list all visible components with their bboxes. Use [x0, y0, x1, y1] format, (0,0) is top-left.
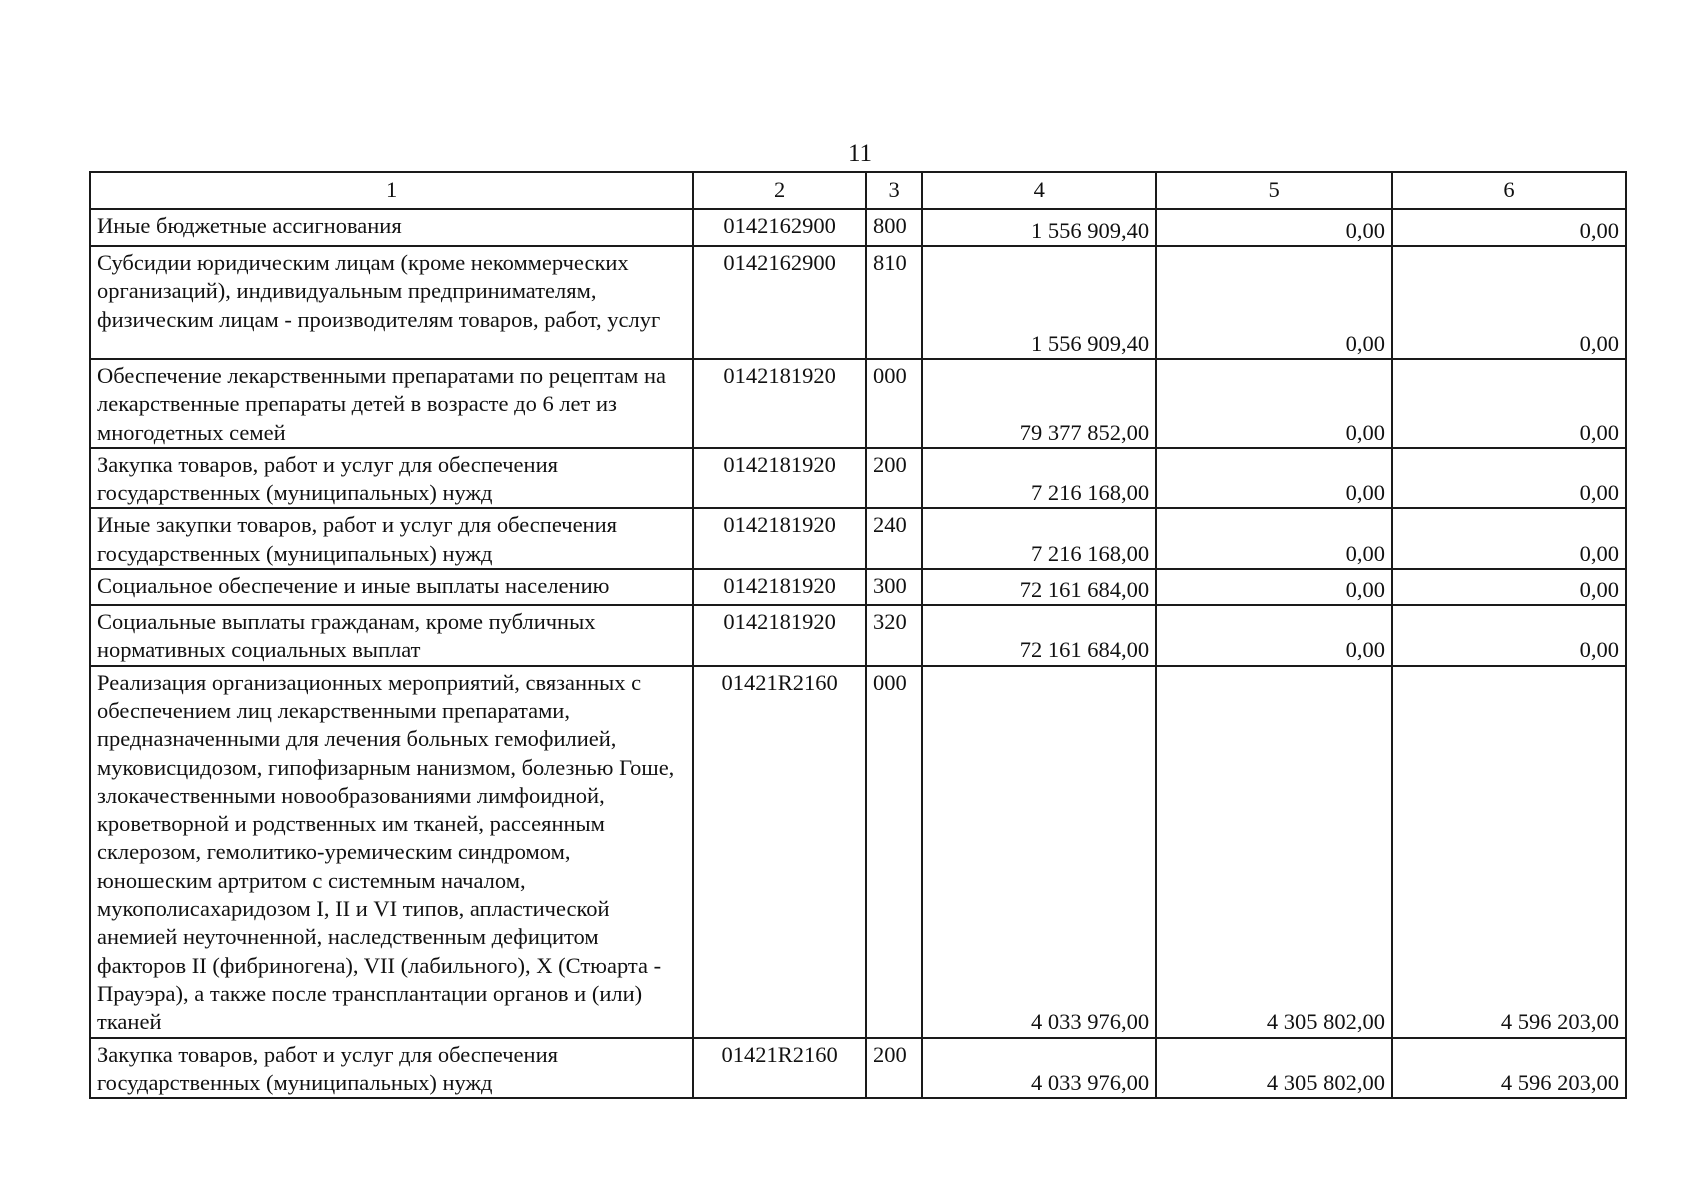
row-amount-4: 79 377 852,00 — [922, 359, 1156, 448]
budget-table — [89, 171, 1627, 1099]
row-expense-type: 200 — [866, 448, 922, 509]
table-row — [90, 246, 1626, 359]
row-expense-type: 240 — [866, 508, 922, 569]
row-amount-5: 0,00 — [1156, 605, 1392, 666]
row-name: Иные закупки товаров, работ и услуг для обеспечения государственных (муниципальных) нужд — [90, 508, 693, 569]
row-code: 0142181920 — [693, 605, 866, 666]
column-header: 4 — [922, 172, 1156, 209]
row-name: Иные бюджетные ассигнования — [90, 209, 693, 246]
row-expense-type: 200 — [866, 1038, 922, 1099]
column-header: 1 — [90, 172, 693, 209]
row-code: 0142162900 — [693, 246, 866, 359]
row-amount-6: 4 596 203,00 — [1392, 666, 1626, 1038]
row-code: 01421R2160 — [693, 1038, 866, 1099]
row-amount-6: 0,00 — [1392, 246, 1626, 359]
row-name: Субсидии юридическим лицам (кроме некоммерческих организаций), индивидуальным предпринимателям, физическим лицам - производителям товаров, работ, услуг — [90, 246, 693, 359]
row-expense-type: 000 — [866, 666, 922, 1038]
row-name: Обеспечение лекарственными препаратами по рецептам на лекарственные препараты детей в возрасте до 6 лет из многодетных семей — [90, 359, 693, 448]
row-name: Реализация организационных мероприятий, связанных с обеспечением лиц лекарственными препаратами, предназначенными для лечения больных гемофилией, муковисцидозом, гипофизарным нанизмом, болезнью Гоше, злокачественными новообразованиями лимфоидной, кроветворной и родственных им тканей, рассеянным склерозом, гемолитико-уремическим синдромом, юношеским артритом с системным началом, мукополисахаридозом I, II и VI типов, апластической анемией неуточненной, наследственным дефицитом факторов II (фибриногена), VII (лабильного), X (Стюарта - Прауэра), а также после трансплантации органов и (или) тканей — [90, 666, 693, 1038]
table-row — [90, 359, 1626, 448]
row-amount-5: 4 305 802,00 — [1156, 1038, 1392, 1099]
row-code: 0142162900 — [693, 209, 866, 246]
row-amount-4: 72 161 684,00 — [922, 605, 1156, 666]
row-amount-4: 1 556 909,40 — [922, 209, 1156, 246]
column-header: 5 — [1156, 172, 1392, 209]
column-header: 6 — [1392, 172, 1626, 209]
row-amount-4: 4 033 976,00 — [922, 1038, 1156, 1099]
table-row — [90, 569, 1626, 605]
row-code: 0142181920 — [693, 569, 866, 605]
row-amount-5: 0,00 — [1156, 569, 1392, 605]
row-amount-6: 0,00 — [1392, 448, 1626, 509]
table-row — [90, 508, 1626, 569]
column-header: 3 — [866, 172, 922, 209]
row-code: 0142181920 — [693, 508, 866, 569]
row-amount-6: 0,00 — [1392, 605, 1626, 666]
row-expense-type: 320 — [866, 605, 922, 666]
row-amount-5: 4 305 802,00 — [1156, 666, 1392, 1038]
table-row — [90, 1038, 1626, 1099]
row-name: Закупка товаров, работ и услуг для обеспечения государственных (муниципальных) нужд — [90, 1038, 693, 1099]
row-amount-5: 0,00 — [1156, 359, 1392, 448]
row-amount-5: 0,00 — [1156, 209, 1392, 246]
row-amount-6: 0,00 — [1392, 209, 1626, 246]
row-amount-4: 72 161 684,00 — [922, 569, 1156, 605]
table-header-row — [90, 172, 1626, 209]
row-amount-5: 0,00 — [1156, 448, 1392, 509]
row-amount-5: 0,00 — [1156, 246, 1392, 359]
table-row — [90, 666, 1626, 1038]
row-name: Закупка товаров, работ и услуг для обеспечения государственных (муниципальных) нужд — [90, 448, 693, 509]
row-code: 01421R2160 — [693, 666, 866, 1038]
row-expense-type: 300 — [866, 569, 922, 605]
column-header: 2 — [693, 172, 866, 209]
row-expense-type: 800 — [866, 209, 922, 246]
row-amount-5: 0,00 — [1156, 508, 1392, 569]
row-amount-6: 0,00 — [1392, 508, 1626, 569]
row-code: 0142181920 — [693, 448, 866, 509]
row-name: Социальное обеспечение и иные выплаты населению — [90, 569, 693, 605]
row-name: Социальные выплаты гражданам, кроме публичных нормативных социальных выплат — [90, 605, 693, 666]
row-amount-6: 4 596 203,00 — [1392, 1038, 1626, 1099]
row-amount-4: 1 556 909,40 — [922, 246, 1156, 359]
row-amount-4: 7 216 168,00 — [922, 448, 1156, 509]
row-amount-6: 0,00 — [1392, 569, 1626, 605]
table-row — [90, 605, 1626, 666]
table-row — [90, 448, 1626, 509]
row-code: 0142181920 — [693, 359, 866, 448]
table-row — [90, 209, 1626, 246]
row-expense-type: 810 — [866, 246, 922, 359]
row-expense-type: 000 — [866, 359, 922, 448]
row-amount-6: 0,00 — [1392, 359, 1626, 448]
row-amount-4: 7 216 168,00 — [922, 508, 1156, 569]
row-amount-4: 4 033 976,00 — [922, 666, 1156, 1038]
page-number: 11 — [847, 140, 873, 167]
